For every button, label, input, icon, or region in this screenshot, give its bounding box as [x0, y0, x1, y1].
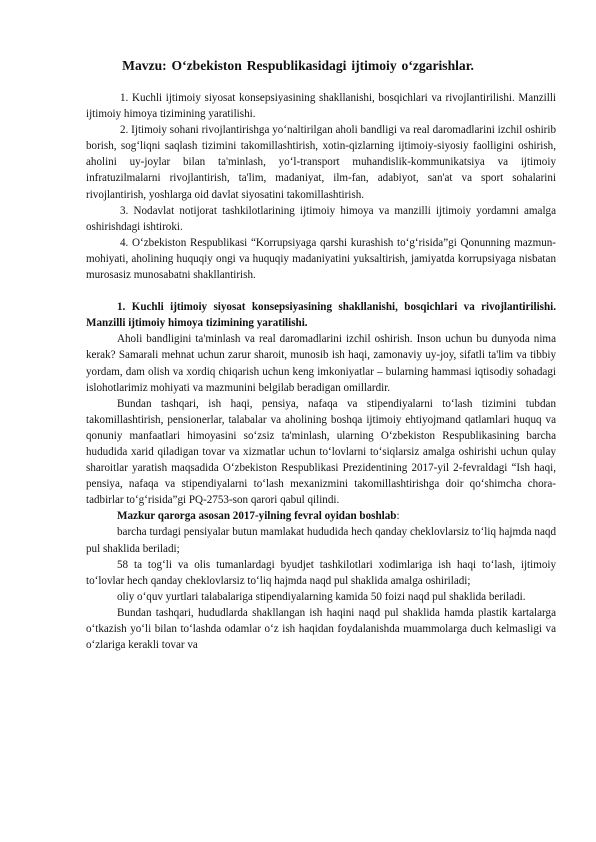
decree-intro-colon: : [396, 510, 400, 523]
paragraph-decree-intro [86, 508, 556, 524]
paragraph-employment: Aholi bandligini ta'minlash va real daromadlarini izchil oshirish. Inson uchun bu dunyoda nima kerak? Samarali mehnat uchun zarur sharoit, munosib ish haqi, zamonaviy uy-joy, sifatli ta'lim va tibbiy yordam, dam olish va xordiq chiqarish uchun keng imkoniyatlar – bularning hammasi iqtisodiy sohadagi islohotlarimiz mohiyati va mazmunini belgilab beradigan omillardir. [86, 333, 556, 394]
section-heading: 1. Kuchli ijtimoiy siyosat konsepsiyasining shakllanishi, bosqichlari va rivojlantirilishi. Manzilli ijtimoiy himoya tizimining yaratilishi. [86, 301, 556, 330]
plan-item-3: 3. Nodavlat notijorat tashkilotlarining ijtimoiy himoya va manzilli ijtimoiy yordamni amalga oshirishdagi ishtiroki. [86, 204, 556, 233]
document-body [86, 90, 556, 653]
document-title: Mavzu: O‘zbekiston Respublikasidagi ijtimoiy o‘zgarishlar. [122, 58, 474, 73]
paragraph-stipends: oliy o‘quv yurtlari talabalariga stipendiyalarning kamida 50 foizi naqd pul shaklida beriladi. [117, 590, 526, 603]
plan-item-2: 2. Ijtimoiy sohani rivojlantirishga yo‘naltirilgan aholi bandligi va real daromadlarini izchil oshirib borish, sog‘liqni saqlash tizimini takomillashtirish, xotin-qizlarning ijtimoiy-siyosiy faolligini oshirish, aholini uy-joylar bilan ta'minlash, yo‘l-transport muhandislik-kommunikatsiya va ijtimoiy infratuzilmalarni rivojlantirish, ta'lim, madaniyat, ilm-fan, adabiyot, san'at va sport sohalarini rivojlantirish, yoshlarga oid davlat siyosatini takomillashtirish. [86, 124, 556, 201]
decree-intro-bold: Mazkur qarorga asosan 2017-yilning fevral oyidan boshlab [117, 510, 397, 523]
paragraph-cash-cards: Bundan tashqari, hududlarda shakllangan ish haqini naqd pul shaklida hamda plastik kartalarga o‘tkazish yo‘li bilan to‘lashda odamlar o‘z ish haqidan foydalanishda muammolarga duch kelmasligi va o‘zlariga kerakli tovar va [86, 606, 556, 652]
paragraph-salaries: 58 ta tog‘li va olis tumanlardagi byudjet tashkilotlari xodimlariga ish haqi to‘lash, ijtimoiy to‘lovlar hech qanday cheklovlarsiz to‘liq hajmda naqd pul shaklida amalga oshiriladi; [86, 558, 556, 587]
paragraph-pensions: barcha turdagi pensiyalar butun mamlakat hududida hech qanday cheklovlarsiz to‘liq hajmda naqd pul shaklida beriladi; [86, 526, 556, 555]
plan-item-1: 1. Kuchli ijtimoiy siyosat konsepsiyasining shakllanishi, bosqichlari va rivojlantirilishi. Manzilli ijtimoiy himoya tizimining yaratilishi. [86, 92, 556, 121]
section-spacer [86, 283, 556, 299]
plan-item-4: 4. O‘zbekiston Respublikasi “Korrupsiyaga qarshi kurashish to‘g‘risida”gi Qonunning mazmun-mohiyati, aholining huquqiy ongi va huquqiy madaniyatini yuksaltirish, jamiyatda korrupsiyaga nisbatan murosasiz munosabatni shakllantirish. [86, 236, 556, 282]
paragraph-payments-reform: Bundan tashqari, ish haqi, pensiya, nafaqa va stipendiyalarni to‘lash tizimini tubdan takomillashtirish, pensionerlar, talabalar va aholining boshqa ijtimoiy ehtiyojmand qatlamlari huquq va qonuniy manfaatlari himoyasini so‘zsiz ta'minlash, ularning O‘zbekiston Respublikasining barcha hududida xarid qiladigan tovar va xizmatlar uchun to‘lovlarni to‘siqlarsiz amalga oshirishi uchun qulay sharoitlar yaratish maqsadida O‘zbekiston Respublikasi Prezidentining 2017-yil 2-fevraldagi “Ish haqi, pensiya, nafaqa va stipendiyalarni to‘lash mexanizmini takomillashtirishga doir qo‘shimcha chora-tadbirlar to‘g‘risida”gi PQ-2753-son qarori qabul qilindi. [86, 397, 556, 507]
